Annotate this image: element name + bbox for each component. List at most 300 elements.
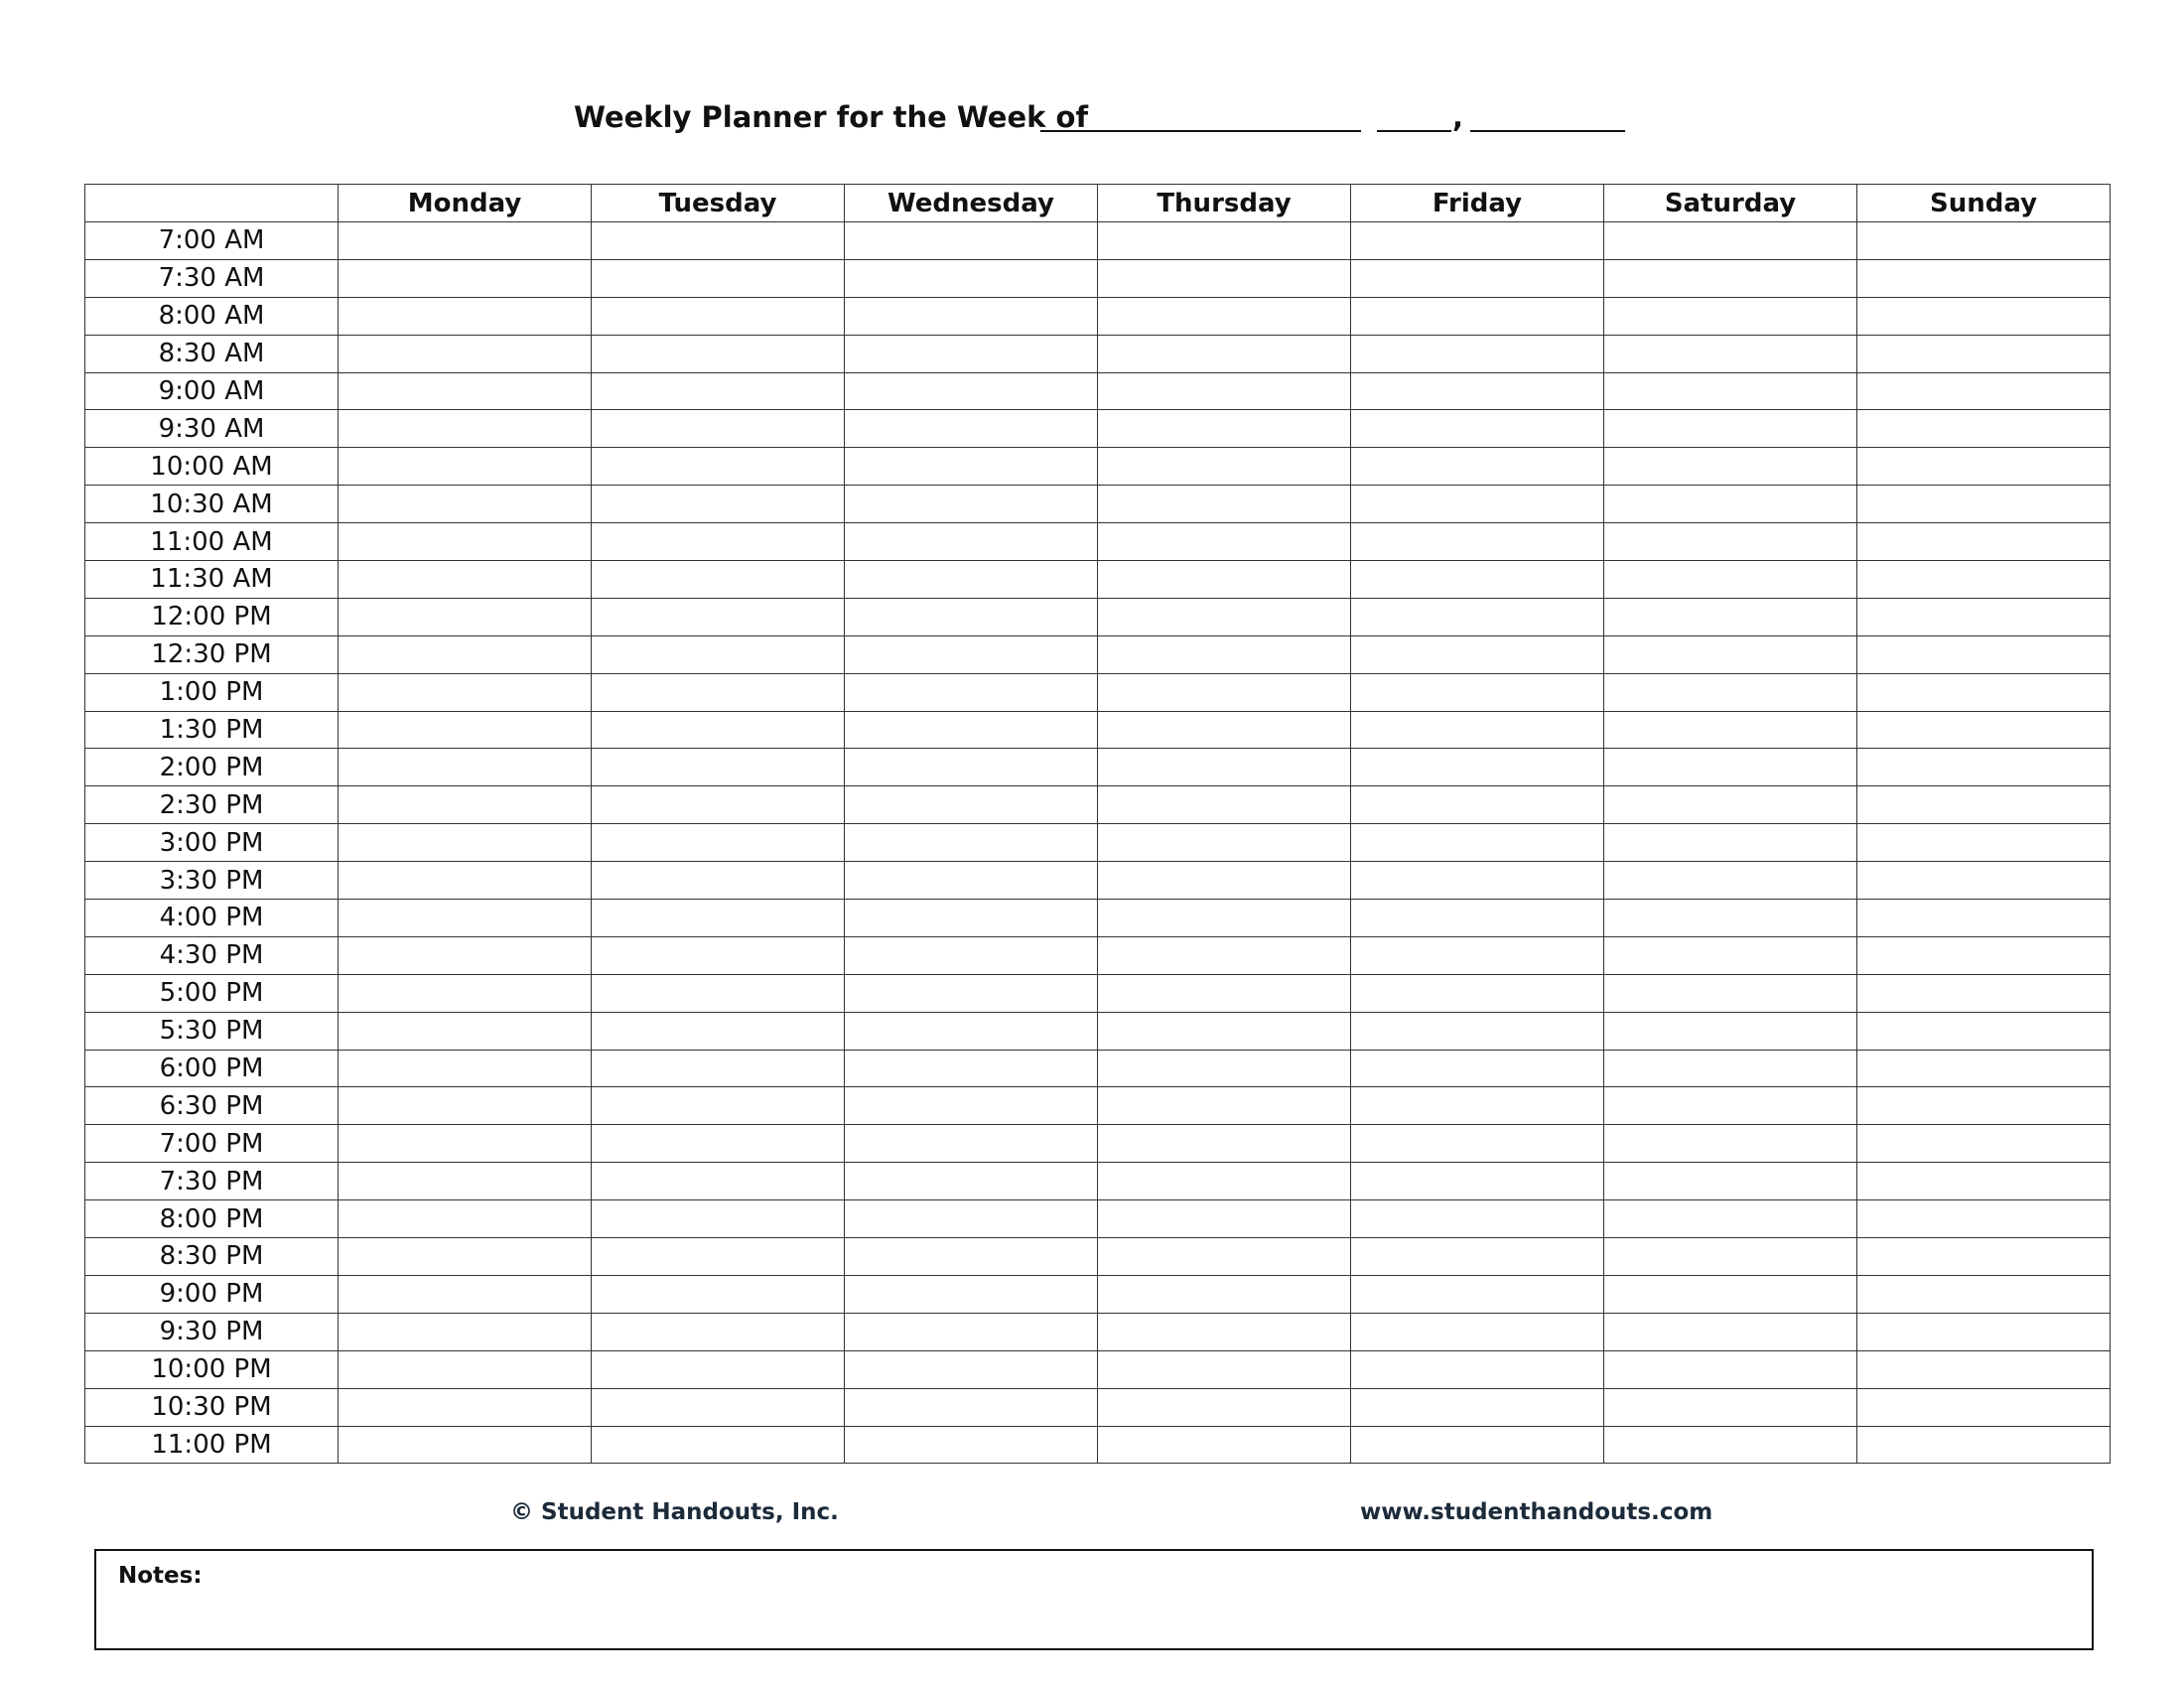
- planner-cell-wednesday[interactable]: [845, 335, 1098, 372]
- planner-cell-tuesday[interactable]: [592, 1050, 845, 1087]
- day-header-monday: Monday: [339, 185, 592, 222]
- title-row: [0, 95, 2184, 145]
- planner-cell-sunday[interactable]: [1857, 936, 2111, 974]
- planner-cell-tuesday[interactable]: [592, 711, 845, 749]
- time-column-header: [85, 185, 339, 222]
- time-slot-label: 4:30 PM: [85, 936, 339, 974]
- planner-cell-monday[interactable]: [339, 561, 592, 599]
- planner-cell-tuesday[interactable]: [592, 786, 845, 824]
- planner-cell-sunday[interactable]: [1857, 335, 2111, 372]
- planner-cell-thursday[interactable]: [1098, 749, 1351, 786]
- planner-cell-thursday[interactable]: [1098, 561, 1351, 599]
- planner-cell-wednesday[interactable]: [845, 862, 1098, 900]
- time-slot-label: 10:00 AM: [85, 448, 339, 486]
- planner-cell-tuesday[interactable]: [592, 1275, 845, 1313]
- time-slot-label: 12:00 PM: [85, 598, 339, 635]
- planner-cell-wednesday[interactable]: [845, 749, 1098, 786]
- planner-cell-friday[interactable]: [1351, 448, 1604, 486]
- table-row: [85, 635, 2111, 673]
- planner-cell-tuesday[interactable]: [592, 974, 845, 1012]
- planner-cell-friday[interactable]: [1351, 598, 1604, 635]
- table-row: [85, 448, 2111, 486]
- planner-cell-saturday[interactable]: [1604, 259, 1857, 297]
- planner-cell-saturday[interactable]: [1604, 824, 1857, 862]
- planner-cell-sunday[interactable]: [1857, 1163, 2111, 1200]
- planner-cell-wednesday[interactable]: [845, 297, 1098, 335]
- planner-cell-monday[interactable]: [339, 486, 592, 523]
- planner-cell-tuesday[interactable]: [592, 1087, 845, 1125]
- table-row: [85, 297, 2111, 335]
- planner-cell-saturday[interactable]: [1604, 448, 1857, 486]
- time-slot-label: 8:30 AM: [85, 335, 339, 372]
- planner-cell-wednesday[interactable]: [845, 1388, 1098, 1426]
- planner-cell-friday[interactable]: [1351, 1238, 1604, 1276]
- planner-cell-tuesday[interactable]: [592, 1426, 845, 1464]
- planner-cell-monday[interactable]: [339, 372, 592, 410]
- planner-cell-thursday[interactable]: [1098, 448, 1351, 486]
- year-blank-field[interactable]: [1470, 130, 1625, 132]
- time-slot-label: 9:00 AM: [85, 372, 339, 410]
- planner-cell-friday[interactable]: [1351, 1087, 1604, 1125]
- planner-cell-sunday[interactable]: [1857, 862, 2111, 900]
- planner-cell-saturday[interactable]: [1604, 1163, 1857, 1200]
- planner-cell-tuesday[interactable]: [592, 1313, 845, 1350]
- weekly-planner-grid: [84, 184, 2111, 1464]
- planner-cell-sunday[interactable]: [1857, 1313, 2111, 1350]
- planner-cell-tuesday[interactable]: [592, 1012, 845, 1050]
- planner-cell-wednesday[interactable]: [845, 936, 1098, 974]
- planner-cell-monday[interactable]: [339, 1426, 592, 1464]
- planner-cell-friday[interactable]: [1351, 1426, 1604, 1464]
- planner-cell-friday[interactable]: [1351, 486, 1604, 523]
- planner-cell-wednesday[interactable]: [845, 824, 1098, 862]
- planner-cell-friday[interactable]: [1351, 900, 1604, 937]
- planner-cell-tuesday[interactable]: [592, 635, 845, 673]
- planner-cell-thursday[interactable]: [1098, 936, 1351, 974]
- planner-cell-thursday[interactable]: [1098, 862, 1351, 900]
- planner-cell-wednesday[interactable]: [845, 372, 1098, 410]
- planner-cell-monday[interactable]: [339, 673, 592, 711]
- planner-cell-sunday[interactable]: [1857, 786, 2111, 824]
- planner-cell-thursday[interactable]: [1098, 259, 1351, 297]
- planner-cell-saturday[interactable]: [1604, 1313, 1857, 1350]
- planner-cell-friday[interactable]: [1351, 561, 1604, 599]
- planner-cell-tuesday[interactable]: [592, 1388, 845, 1426]
- planner-cell-thursday[interactable]: [1098, 335, 1351, 372]
- table-row: [85, 598, 2111, 635]
- planner-cell-tuesday[interactable]: [592, 297, 845, 335]
- planner-cell-saturday[interactable]: [1604, 523, 1857, 561]
- planner-cell-tuesday[interactable]: [592, 486, 845, 523]
- planner-cell-wednesday[interactable]: [845, 786, 1098, 824]
- planner-cell-wednesday[interactable]: [845, 1238, 1098, 1276]
- planner-cell-saturday[interactable]: [1604, 786, 1857, 824]
- planner-cell-saturday[interactable]: [1604, 486, 1857, 523]
- time-slot-label: 10:30 PM: [85, 1388, 339, 1426]
- planner-cell-wednesday[interactable]: [845, 486, 1098, 523]
- planner-cell-saturday[interactable]: [1604, 673, 1857, 711]
- planner-cell-saturday[interactable]: [1604, 372, 1857, 410]
- planner-cell-sunday[interactable]: [1857, 1125, 2111, 1163]
- table-row: [85, 749, 2111, 786]
- table-row: [85, 1050, 2111, 1087]
- page-title: Weekly Planner for the Week of: [574, 100, 1089, 134]
- planner-cell-wednesday[interactable]: [845, 448, 1098, 486]
- planner-cell-tuesday[interactable]: [592, 561, 845, 599]
- planner-cell-sunday[interactable]: [1857, 1050, 2111, 1087]
- planner-cell-saturday[interactable]: [1604, 1200, 1857, 1238]
- day-header-sunday: Sunday: [1857, 185, 2111, 222]
- website-url: www.studenthandouts.com: [1360, 1499, 1713, 1525]
- planner-cell-saturday[interactable]: [1604, 936, 1857, 974]
- planner-cell-saturday[interactable]: [1604, 335, 1857, 372]
- planner-cell-monday[interactable]: [339, 786, 592, 824]
- planner-cell-monday[interactable]: [339, 824, 592, 862]
- planner-cell-saturday[interactable]: [1604, 974, 1857, 1012]
- planner-cell-wednesday[interactable]: [845, 1125, 1098, 1163]
- planner-cell-sunday[interactable]: [1857, 900, 2111, 937]
- planner-cell-sunday[interactable]: [1857, 598, 2111, 635]
- time-slot-label: 2:30 PM: [85, 786, 339, 824]
- planner-cell-sunday[interactable]: [1857, 1012, 2111, 1050]
- planner-cell-wednesday[interactable]: [845, 974, 1098, 1012]
- planner-cell-wednesday[interactable]: [845, 1050, 1098, 1087]
- table-row: [85, 1200, 2111, 1238]
- planner-cell-monday[interactable]: [339, 1238, 592, 1276]
- planner-cell-sunday[interactable]: [1857, 297, 2111, 335]
- planner-cell-monday[interactable]: [339, 936, 592, 974]
- planner-cell-sunday[interactable]: [1857, 1350, 2111, 1388]
- table-row: [85, 222, 2111, 260]
- planner-cell-wednesday[interactable]: [845, 598, 1098, 635]
- table-row: [85, 1125, 2111, 1163]
- time-slot-label: 9:00 PM: [85, 1275, 339, 1313]
- planner-cell-wednesday[interactable]: [845, 900, 1098, 937]
- time-slot-label: 7:00 AM: [85, 222, 339, 260]
- planner-cell-thursday[interactable]: [1098, 1275, 1351, 1313]
- table-row: [85, 1087, 2111, 1125]
- planner-cell-thursday[interactable]: [1098, 410, 1351, 448]
- planner-cell-monday[interactable]: [339, 1200, 592, 1238]
- planner-cell-thursday[interactable]: [1098, 1388, 1351, 1426]
- planner-cell-tuesday[interactable]: [592, 749, 845, 786]
- planner-cell-friday[interactable]: [1351, 1388, 1604, 1426]
- planner-cell-monday[interactable]: [339, 259, 592, 297]
- time-slot-label: 8:30 PM: [85, 1238, 339, 1276]
- table-row: [85, 673, 2111, 711]
- planner-cell-thursday[interactable]: [1098, 1125, 1351, 1163]
- planner-cell-wednesday[interactable]: [845, 673, 1098, 711]
- planner-cell-sunday[interactable]: [1857, 1200, 2111, 1238]
- table-row: [85, 486, 2111, 523]
- planner-cell-thursday[interactable]: [1098, 1200, 1351, 1238]
- planner-cell-sunday[interactable]: [1857, 561, 2111, 599]
- planner-cell-sunday[interactable]: [1857, 259, 2111, 297]
- planner-cell-monday[interactable]: [339, 862, 592, 900]
- table-row: [85, 1012, 2111, 1050]
- planner-cell-thursday[interactable]: [1098, 486, 1351, 523]
- planner-cell-friday[interactable]: [1351, 711, 1604, 749]
- week-blank-field[interactable]: [1040, 130, 1361, 132]
- planner-cell-friday[interactable]: [1351, 410, 1604, 448]
- planner-cell-wednesday[interactable]: [845, 561, 1098, 599]
- planner-cell-friday[interactable]: [1351, 1200, 1604, 1238]
- planner-cell-tuesday[interactable]: [592, 824, 845, 862]
- time-slot-label: 11:00 AM: [85, 523, 339, 561]
- planner-cell-sunday[interactable]: [1857, 1238, 2111, 1276]
- planner-cell-saturday[interactable]: [1604, 749, 1857, 786]
- planner-cell-sunday[interactable]: [1857, 635, 2111, 673]
- planner-cell-friday[interactable]: [1351, 335, 1604, 372]
- planner-cell-friday[interactable]: [1351, 824, 1604, 862]
- planner-cell-tuesday[interactable]: [592, 259, 845, 297]
- planner-cell-sunday[interactable]: [1857, 1388, 2111, 1426]
- planner-cell-monday[interactable]: [339, 297, 592, 335]
- planner-cell-monday[interactable]: [339, 1125, 592, 1163]
- planner-cell-tuesday[interactable]: [592, 1238, 845, 1276]
- planner-cell-saturday[interactable]: [1604, 711, 1857, 749]
- planner-cell-monday[interactable]: [339, 222, 592, 260]
- planner-cell-tuesday[interactable]: [592, 222, 845, 260]
- planner-cell-wednesday[interactable]: [845, 259, 1098, 297]
- table-row: [85, 1313, 2111, 1350]
- planner-cell-thursday[interactable]: [1098, 1012, 1351, 1050]
- planner-cell-saturday[interactable]: [1604, 1125, 1857, 1163]
- time-slot-label: 5:30 PM: [85, 1012, 339, 1050]
- planner-cell-monday[interactable]: [339, 1350, 592, 1388]
- planner-cell-thursday[interactable]: [1098, 372, 1351, 410]
- planner-cell-tuesday[interactable]: [592, 448, 845, 486]
- planner-cell-friday[interactable]: [1351, 259, 1604, 297]
- table-row: [85, 1350, 2111, 1388]
- planner-cell-monday[interactable]: [339, 1275, 592, 1313]
- day-header-saturday: Saturday: [1604, 185, 1857, 222]
- planner-cell-friday[interactable]: [1351, 1350, 1604, 1388]
- table-row: [85, 711, 2111, 749]
- planner-cell-friday[interactable]: [1351, 372, 1604, 410]
- planner-cell-monday[interactable]: [339, 974, 592, 1012]
- planner-cell-wednesday[interactable]: [845, 1350, 1098, 1388]
- day-header-thursday: Thursday: [1098, 185, 1351, 222]
- time-slot-label: 11:00 PM: [85, 1426, 339, 1464]
- time-slot-label: 5:00 PM: [85, 974, 339, 1012]
- planner-cell-friday[interactable]: [1351, 523, 1604, 561]
- planner-cell-saturday[interactable]: [1604, 1350, 1857, 1388]
- planner-cell-wednesday[interactable]: [845, 410, 1098, 448]
- planner-cell-monday[interactable]: [339, 749, 592, 786]
- planner-cell-tuesday[interactable]: [592, 372, 845, 410]
- planner-cell-friday[interactable]: [1351, 635, 1604, 673]
- planner-cell-saturday[interactable]: [1604, 1012, 1857, 1050]
- planner-cell-thursday[interactable]: [1098, 1163, 1351, 1200]
- planner-cell-thursday[interactable]: [1098, 1313, 1351, 1350]
- planner-cell-tuesday[interactable]: [592, 598, 845, 635]
- planner-cell-thursday[interactable]: [1098, 673, 1351, 711]
- planner-cell-monday[interactable]: [339, 410, 592, 448]
- time-slot-label: 10:30 AM: [85, 486, 339, 523]
- planner-cell-sunday[interactable]: [1857, 486, 2111, 523]
- time-slot-label: 9:30 AM: [85, 410, 339, 448]
- planner-cell-tuesday[interactable]: [592, 523, 845, 561]
- planner-cell-friday[interactable]: [1351, 1125, 1604, 1163]
- table-row: [85, 786, 2111, 824]
- planner-cell-sunday[interactable]: [1857, 448, 2111, 486]
- planner-cell-saturday[interactable]: [1604, 1426, 1857, 1464]
- planner-cell-monday[interactable]: [339, 1087, 592, 1125]
- planner-cell-sunday[interactable]: [1857, 222, 2111, 260]
- planner-cell-thursday[interactable]: [1098, 900, 1351, 937]
- planner-cell-wednesday[interactable]: [845, 1163, 1098, 1200]
- planner-cell-friday[interactable]: [1351, 974, 1604, 1012]
- planner-cell-saturday[interactable]: [1604, 862, 1857, 900]
- time-slot-label: 1:30 PM: [85, 711, 339, 749]
- planner-cell-friday[interactable]: [1351, 786, 1604, 824]
- planner-cell-wednesday[interactable]: [845, 1200, 1098, 1238]
- table-row: [85, 523, 2111, 561]
- blank-separator-comma: ,: [1452, 100, 1464, 134]
- planner-cell-sunday[interactable]: [1857, 711, 2111, 749]
- planner-cell-thursday[interactable]: [1098, 1050, 1351, 1087]
- planner-cell-thursday[interactable]: [1098, 974, 1351, 1012]
- planner-cell-saturday[interactable]: [1604, 1275, 1857, 1313]
- planner-cell-tuesday[interactable]: [592, 1350, 845, 1388]
- planner-cell-monday[interactable]: [339, 1163, 592, 1200]
- planner-cell-wednesday[interactable]: [845, 1087, 1098, 1125]
- planner-cell-monday[interactable]: [339, 598, 592, 635]
- planner-cell-sunday[interactable]: [1857, 1087, 2111, 1125]
- planner-cell-tuesday[interactable]: [592, 335, 845, 372]
- planner-cell-thursday[interactable]: [1098, 824, 1351, 862]
- planner-cell-saturday[interactable]: [1604, 410, 1857, 448]
- table-row: [85, 372, 2111, 410]
- planner-cell-saturday[interactable]: [1604, 598, 1857, 635]
- planner-cell-wednesday[interactable]: [845, 1275, 1098, 1313]
- planner-cell-wednesday[interactable]: [845, 711, 1098, 749]
- planner-cell-tuesday[interactable]: [592, 1125, 845, 1163]
- planner-cell-tuesday[interactable]: [592, 1163, 845, 1200]
- planner-cell-monday[interactable]: [339, 1313, 592, 1350]
- time-slot-label: 6:00 PM: [85, 1050, 339, 1087]
- time-slot-label: 8:00 PM: [85, 1200, 339, 1238]
- planner-cell-friday[interactable]: [1351, 749, 1604, 786]
- planner-cell-saturday[interactable]: [1604, 1238, 1857, 1276]
- planner-cell-friday[interactable]: [1351, 1012, 1604, 1050]
- time-slot-label: 4:00 PM: [85, 900, 339, 937]
- time-slot-label: 2:00 PM: [85, 749, 339, 786]
- planner-cell-monday[interactable]: [339, 1388, 592, 1426]
- planner-cell-monday[interactable]: [339, 523, 592, 561]
- planner-cell-thursday[interactable]: [1098, 1426, 1351, 1464]
- planner-cell-saturday[interactable]: [1604, 900, 1857, 937]
- planner-cell-friday[interactable]: [1351, 297, 1604, 335]
- planner-cell-thursday[interactable]: [1098, 297, 1351, 335]
- planner-cell-sunday[interactable]: [1857, 974, 2111, 1012]
- planner-cell-monday[interactable]: [339, 900, 592, 937]
- table-row: [85, 1275, 2111, 1313]
- planner-cell-wednesday[interactable]: [845, 1012, 1098, 1050]
- planner-cell-sunday[interactable]: [1857, 749, 2111, 786]
- planner-cell-saturday[interactable]: [1604, 635, 1857, 673]
- planner-cell-friday[interactable]: [1351, 1313, 1604, 1350]
- planner-cell-wednesday[interactable]: [845, 1426, 1098, 1464]
- time-slot-label: 7:30 PM: [85, 1163, 339, 1200]
- table-row: [85, 824, 2111, 862]
- table-row: [85, 974, 2111, 1012]
- planner-cell-monday[interactable]: [339, 448, 592, 486]
- planner-cell-tuesday[interactable]: [592, 862, 845, 900]
- planner-cell-saturday[interactable]: [1604, 1087, 1857, 1125]
- time-slot-label: 7:30 AM: [85, 259, 339, 297]
- table-row: [85, 1426, 2111, 1464]
- notes-label: Notes:: [118, 1563, 203, 1589]
- planner-cell-friday[interactable]: [1351, 936, 1604, 974]
- planner-cell-wednesday[interactable]: [845, 635, 1098, 673]
- planner-cell-monday[interactable]: [339, 711, 592, 749]
- planner-cell-monday[interactable]: [339, 335, 592, 372]
- planner-cell-monday[interactable]: [339, 1050, 592, 1087]
- planner-cell-tuesday[interactable]: [592, 410, 845, 448]
- copyright-notice: © Student Handouts, Inc.: [510, 1499, 839, 1525]
- planner-cell-sunday[interactable]: [1857, 372, 2111, 410]
- time-slot-label: 3:30 PM: [85, 862, 339, 900]
- planner-cell-thursday[interactable]: [1098, 635, 1351, 673]
- day-header-friday: Friday: [1351, 185, 1604, 222]
- planner-cell-sunday[interactable]: [1857, 410, 2111, 448]
- planner-cell-saturday[interactable]: [1604, 561, 1857, 599]
- time-slot-label: 12:30 PM: [85, 635, 339, 673]
- planner-cell-friday[interactable]: [1351, 1163, 1604, 1200]
- planner-cell-sunday[interactable]: [1857, 673, 2111, 711]
- planner-cell-thursday[interactable]: [1098, 1350, 1351, 1388]
- planner-cell-saturday[interactable]: [1604, 222, 1857, 260]
- planner-cell-saturday[interactable]: [1604, 1050, 1857, 1087]
- planner-cell-thursday[interactable]: [1098, 598, 1351, 635]
- planner-cell-thursday[interactable]: [1098, 523, 1351, 561]
- planner-cell-monday[interactable]: [339, 1012, 592, 1050]
- planner-cell-friday[interactable]: [1351, 673, 1604, 711]
- planner-cell-saturday[interactable]: [1604, 297, 1857, 335]
- planner-cell-tuesday[interactable]: [592, 900, 845, 937]
- planner-cell-sunday[interactable]: [1857, 1275, 2111, 1313]
- planner-cell-sunday[interactable]: [1857, 824, 2111, 862]
- table-row: [85, 410, 2111, 448]
- planner-cell-thursday[interactable]: [1098, 786, 1351, 824]
- planner-cell-thursday[interactable]: [1098, 1087, 1351, 1125]
- planner-cell-thursday[interactable]: [1098, 222, 1351, 260]
- planner-cell-wednesday[interactable]: [845, 523, 1098, 561]
- planner-cell-friday[interactable]: [1351, 1050, 1604, 1087]
- planner-cell-sunday[interactable]: [1857, 523, 2111, 561]
- notes-box[interactable]: [94, 1549, 2094, 1650]
- planner-cell-tuesday[interactable]: [592, 1200, 845, 1238]
- planner-cell-friday[interactable]: [1351, 222, 1604, 260]
- planner-cell-friday[interactable]: [1351, 1275, 1604, 1313]
- planner-cell-sunday[interactable]: [1857, 1426, 2111, 1464]
- day-blank-field[interactable]: [1377, 130, 1451, 132]
- planner-cell-friday[interactable]: [1351, 862, 1604, 900]
- planner-cell-thursday[interactable]: [1098, 711, 1351, 749]
- planner-cell-tuesday[interactable]: [592, 673, 845, 711]
- table-row: [85, 259, 2111, 297]
- planner-cell-monday[interactable]: [339, 635, 592, 673]
- day-header-wednesday: Wednesday: [845, 185, 1098, 222]
- planner-cell-tuesday[interactable]: [592, 936, 845, 974]
- planner-body: [85, 222, 2111, 1464]
- planner-cell-saturday[interactable]: [1604, 1388, 1857, 1426]
- planner-cell-thursday[interactable]: [1098, 1238, 1351, 1276]
- planner-cell-wednesday[interactable]: [845, 222, 1098, 260]
- planner-cell-wednesday[interactable]: [845, 1313, 1098, 1350]
